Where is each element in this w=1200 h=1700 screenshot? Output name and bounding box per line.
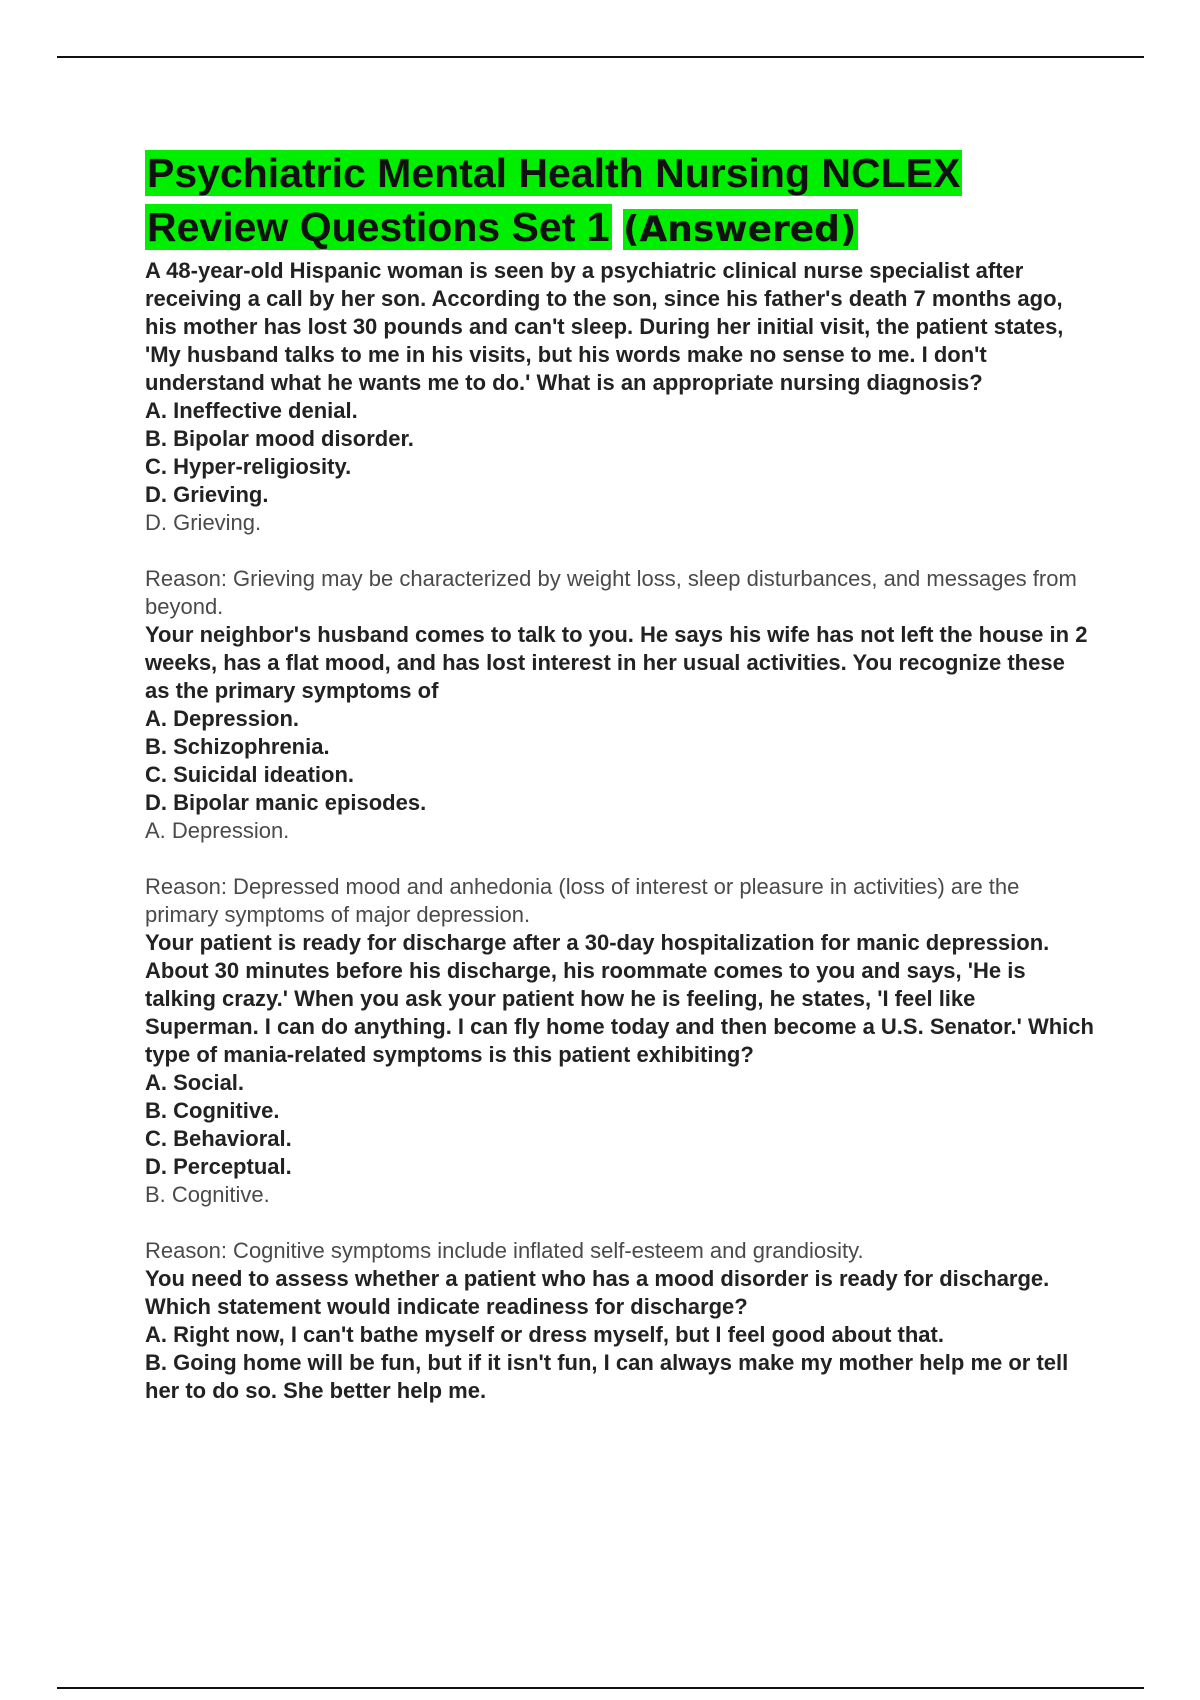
title-main: Psychiatric Mental Health Nursing NCLEX Review Questions Set 1 — [147, 150, 961, 250]
question-block — [145, 621, 1095, 929]
document-body — [145, 146, 1095, 1405]
answer-option: B. Bipolar mood disorder. — [145, 426, 414, 451]
question-block — [145, 257, 1095, 621]
answer-reason: Reason: Depressed mood and anhedonia (loss of interest or pleasure in activities) are the primary symptoms of major depression. — [145, 874, 1020, 927]
bottom-rule — [57, 1687, 1144, 1689]
question-text: A 48-year-old Hispanic woman is seen by a psychiatric clinical nurse specialist after receiving a call by her son. According to the son, since his father's death 7 months ago, his mother has lost 30 pounds and can't sleep. During her initial visit, the patient states, 'My husband talks to me in his visits, but his words make no sense to me. I don't understand what he wants me to do.' What is an appropriate nursing diagnosis? — [145, 258, 1064, 395]
correct-answer: A. Depression. — [145, 818, 290, 843]
answer-option: D. Perceptual. — [145, 1154, 292, 1179]
answer-option: C. Hyper-religiosity. — [145, 454, 352, 479]
question-text: You need to assess whether a patient who has a mood disorder is ready for discharge. Which statement would indicate readiness for discharge? — [145, 1266, 1050, 1319]
answer-option: D. Grieving. — [145, 482, 269, 507]
answer-option: A. Social. — [145, 1070, 245, 1095]
title-answered-tag: (Answered) — [622, 209, 857, 250]
answer-option: C. Behavioral. — [145, 1126, 292, 1151]
correct-answer: D. Grieving. — [145, 510, 262, 535]
question-block — [145, 1265, 1095, 1405]
answer-option: A. Depression. — [145, 706, 300, 731]
answer-option: A. Ineffective denial. — [145, 398, 358, 423]
answer-reason: Reason: Cognitive symptoms include inflated self-esteem and grandiosity. — [145, 1238, 864, 1263]
answer-option: B. Schizophrenia. — [145, 734, 330, 759]
answer-option: D. Bipolar manic episodes. — [145, 790, 427, 815]
top-rule — [57, 56, 1144, 58]
answer-option: B. Cognitive. — [145, 1098, 280, 1123]
question-block — [145, 929, 1095, 1265]
answer-reason: Reason: Grieving may be characterized by weight loss, sleep disturbances, and messages from beyond. — [145, 566, 1077, 619]
answer-option: C. Suicidal ideation. — [145, 762, 355, 787]
question-text: Your neighbor's husband comes to talk to you. He says his wife has not left the house in 2 weeks, has a flat mood, and has lost interest in her usual activities. You recognize these as the primary symptoms of — [145, 622, 1088, 703]
question-text: Your patient is ready for discharge after a 30-day hospitalization for manic depression. About 30 minutes before his discharge, his roommate comes to you and says, 'He is talking crazy.' When you ask your patient how he is feeling, he states, 'I feel like Superman. I can do anything. I can fly home today and then become a U.S. Senator.' Which type of mania-related symptoms is this patient exhibiting? — [145, 930, 1094, 1067]
document-title — [145, 146, 1095, 257]
correct-answer: B. Cognitive. — [145, 1182, 270, 1207]
answer-option: A. Right now, I can't bathe myself or dress myself, but I feel good about that. — [145, 1322, 944, 1347]
answer-option: B. Going home will be fun, but if it isn't fun, I can always make my mother help me or tell her to do so. She better help me. — [145, 1350, 1069, 1403]
